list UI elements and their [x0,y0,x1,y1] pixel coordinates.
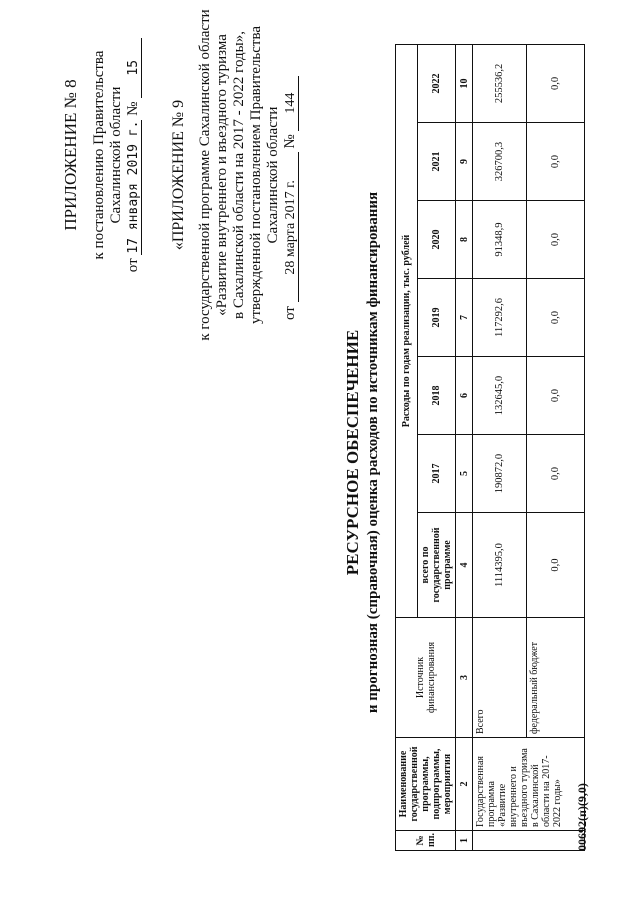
col-number: 9 [456,123,473,201]
header-source: Источник финансирования [396,618,456,738]
appendix-9-line-5: Сахалинской области [265,106,281,244]
col-number: 2 [456,738,473,831]
appendix-9-line-2: «Развитие внутреннего и въездного туризма [214,34,230,316]
value-cell: 0,0 [527,201,585,279]
appendix-8-number: 15 [127,38,142,98]
header-year: 2018 [418,357,456,435]
value-cell: 117292,6 [473,279,527,357]
total-cell: 1114395,0 [473,513,527,618]
appendix-8-date: 17 января 2019 г. [126,120,141,254]
row-num-cell [473,831,585,851]
value-cell: 0,0 [527,357,585,435]
date-prefix: от [125,258,141,273]
appendix-9-line-1: к государственной программе Сахалинской области [197,9,213,341]
value-cell: 190872,0 [473,435,527,513]
col-number: 1 [456,831,473,851]
header-total: всего по государственной программе [418,513,456,618]
appendix-9-block [170,5,299,345]
column-number-row [456,44,473,850]
value-cell: 0,0 [527,435,585,513]
heading-subtitle: и прогнозная (справочная) оценка расходов по источникам финансирования [365,191,381,714]
value-cell: 326700,3 [473,123,527,201]
appendix-9-line-3: в Сахалинской области на 2017 - 2022 годы», [231,31,247,319]
col-number: 6 [456,357,473,435]
resource-table [395,44,585,851]
value-cell: 91348,9 [473,201,527,279]
value-cell: 0,0 [527,123,585,201]
table-row-federal [527,44,585,850]
header-year: 2019 [418,279,456,357]
appendix-9-title: «ПРИЛОЖЕНИЕ № 9 [170,99,187,251]
value-cell: 0,0 [527,279,585,357]
col-number: 8 [456,201,473,279]
col-number: 10 [456,44,473,122]
appendix-8-line-1: к постановлению Правительства [91,50,107,260]
appendix-8-line-2: Сахалинской области [108,86,124,224]
appendix-8-date-row [125,5,142,305]
total-cell: 0,0 [527,513,585,618]
value-cell: 255536,2 [473,44,527,122]
appendix-8-title: ПРИЛОЖЕНИЕ № 8 [61,79,80,231]
table-row-total [473,44,527,850]
header-row-1 [396,44,418,850]
appendix-8-block [62,5,142,305]
appendix-9-date: 28 марта 2017 г. [284,152,299,302]
number-prefix: № [282,134,298,149]
header-year: 2022 [418,44,456,122]
col-number: 5 [456,435,473,513]
appendix-9-number: 144 [284,76,299,131]
number-prefix: № [125,101,141,116]
header-year: 2020 [418,201,456,279]
col-number: 7 [456,279,473,357]
appendix-9-date-row [282,5,299,345]
document-code: 00692(п)(9,0) [575,783,589,851]
appendix-9-line-4: утвержденной постановлением Правительства [248,25,264,325]
program-name: Государственная программа «Развитие внутреннего и въездного туризма в Сахалинской области на 2017-2022 годы» [473,738,585,831]
col-number: 4 [456,513,473,618]
source-cell: федеральный бюджет [527,618,585,738]
header-num: № пп. [396,831,456,851]
header-name: Наименование государственной программы, подпрограммы, мероприятия [396,738,456,831]
header-year: 2017 [418,435,456,513]
header-year: 2021 [418,123,456,201]
heading-title: РЕСУРСНОЕ ОБЕСПЕЧЕНИЕ [343,329,362,576]
date-prefix: от [282,306,298,320]
value-cell: 132645,0 [473,357,527,435]
value-cell: 0,0 [527,44,585,122]
col-number: 3 [456,618,473,738]
source-cell: Всего [473,618,527,738]
header-expenses: Расходы по годам реализации, тыс. рублей [396,44,418,617]
